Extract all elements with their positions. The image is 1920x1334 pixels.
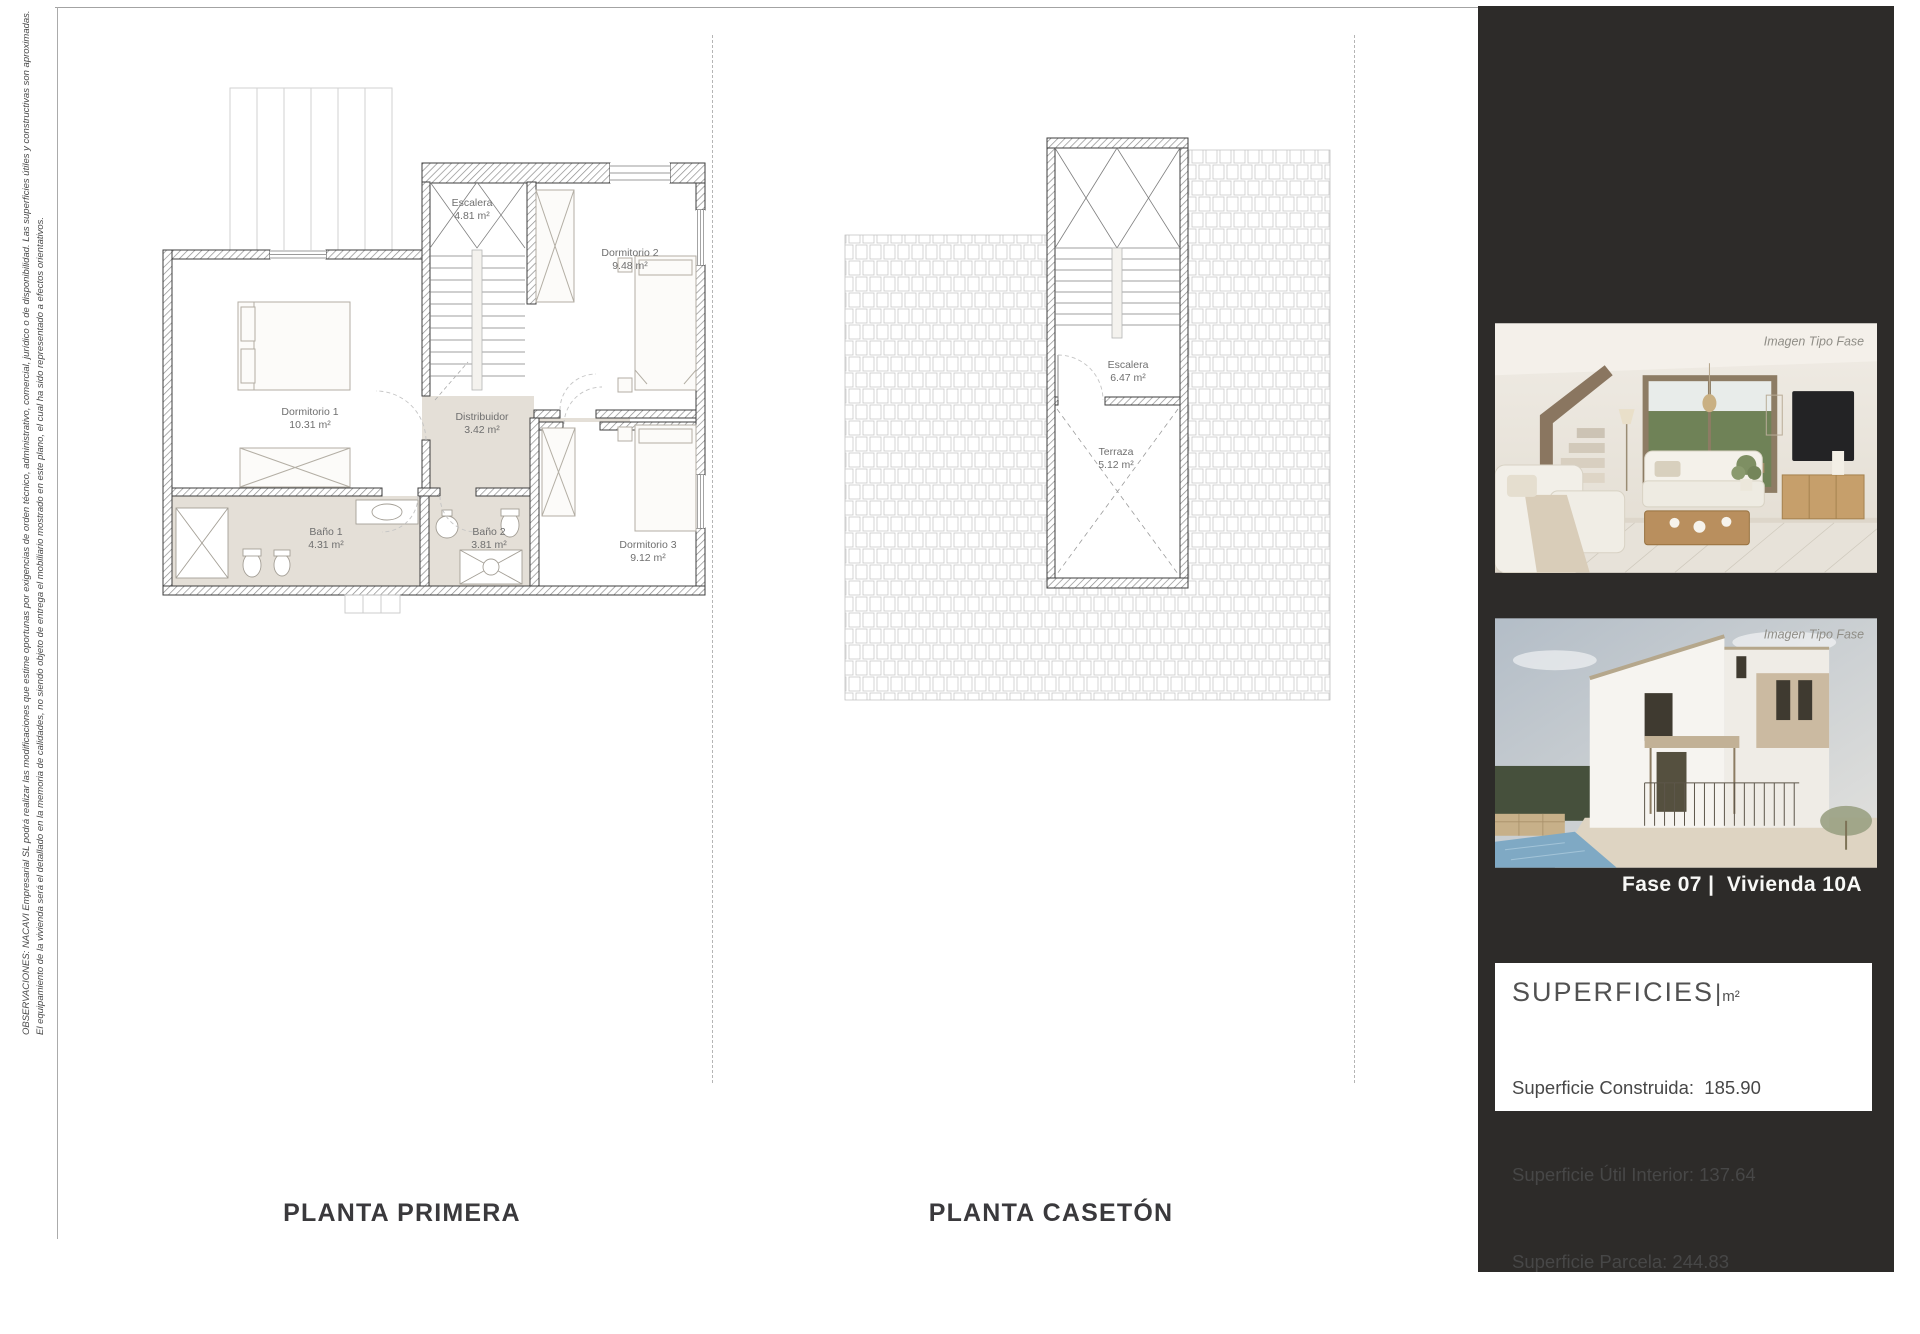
superficies-lines (1512, 1015, 1860, 1334)
room-name: Baño 1 (309, 526, 343, 538)
floor-plan-planta-caseton (820, 100, 1380, 720)
room-area: 10.31 m² (289, 419, 331, 431)
bed-dormitorio-3 (618, 425, 696, 531)
bed-dormitorio-2 (618, 256, 696, 392)
room-area: 4.31 m² (308, 539, 344, 551)
room-name: Baño 2 (472, 526, 506, 538)
superficies-separator: | (1715, 980, 1722, 1007)
house (1590, 636, 1829, 827)
coffee-table (1645, 511, 1750, 545)
room-name: Distribuidor (455, 411, 509, 423)
room-area: 3.42 m² (464, 424, 500, 436)
sheet-top-border (55, 7, 1478, 8)
superficies-box (1495, 963, 1872, 1272)
room-name: Escalera (1107, 359, 1149, 371)
room-name: Dormitorio 3 (619, 539, 677, 551)
pergola-roof-lines (230, 88, 392, 251)
interior-photo (1495, 323, 1877, 573)
bidet-icon (274, 550, 290, 576)
plan-title-planta-caseton: PLANTA CASETÓN (928, 1199, 1174, 1227)
photo-caption: Imagen Tipo Fase (1763, 627, 1865, 642)
room-area: 9.48 m² (612, 260, 648, 272)
room-name: Dormitorio 2 (601, 247, 659, 259)
wardrobe-dormitorio-3 (542, 428, 575, 516)
room-area: 4.81 m² (454, 210, 490, 222)
superficie-construida: Superficie Construida: 185.90 (1512, 1077, 1761, 1098)
shower-bano-1 (176, 508, 228, 578)
entry-step (345, 595, 400, 613)
room-area: 6.47 m² (1110, 372, 1146, 384)
exterior-photo (1495, 618, 1877, 868)
room-name: Terraza (1098, 446, 1134, 458)
hedge (1495, 766, 1605, 821)
disclaimer-line-1: OBSERVACIONES: NACAVI Empresarial SL podrá realizar las modificaciones que estime oportunas por exigencias de orden técnico, administrativo, comercial, jurídico o de disponibilidad. Las superficies útiles y constructivas son aproximadas. (21, 10, 32, 1035)
legal-disclaimer (20, 10, 48, 1035)
room-area: 5.12 m² (1098, 459, 1134, 471)
shower-bano-2 (460, 550, 522, 584)
info-side-panel (1478, 6, 1894, 1272)
sheet-left-border (57, 7, 58, 1239)
room-name: Escalera (451, 197, 493, 209)
stone-wall (1495, 814, 1565, 836)
wardrobe-dormitorio-1 (240, 448, 350, 487)
unit-label: Fase 07 | Vivienda 10A (1622, 873, 1862, 896)
room-area: 9.12 m² (630, 552, 666, 564)
toilet-icon (243, 549, 261, 577)
sink-counter-bano-1 (356, 500, 418, 524)
photo-caption: Imagen Tipo Fase (1763, 334, 1865, 349)
superficies-title-text: SUPERFICIES (1512, 977, 1715, 1007)
plan-title-planta-primera: PLANTA PRIMERA (283, 1199, 521, 1227)
superficie-util-interior: Superficie Útil Interior: 137.64 (1512, 1164, 1756, 1185)
wardrobe-dormitorio-2 (536, 190, 574, 302)
room-name: Dormitorio 1 (281, 406, 339, 418)
superficie-parcela: Superficie Parcela: 244.83 (1512, 1251, 1729, 1272)
room-area: 3.81 m² (471, 539, 507, 551)
floor-plan-planta-primera (130, 60, 770, 640)
superficies-title (1512, 977, 1860, 1008)
bed-dormitorio-1 (238, 302, 350, 390)
tv-screen (1792, 391, 1854, 461)
disclaimer-line-2: El equipamiento de la vivienda será el detallado en la memoria de calidades, no siendo objeto de entrega el mobiliario mostrado en este plano, el cual ha sido representado a efectos orientativos. (35, 216, 46, 1035)
superficies-unit: m² (1722, 988, 1740, 1005)
